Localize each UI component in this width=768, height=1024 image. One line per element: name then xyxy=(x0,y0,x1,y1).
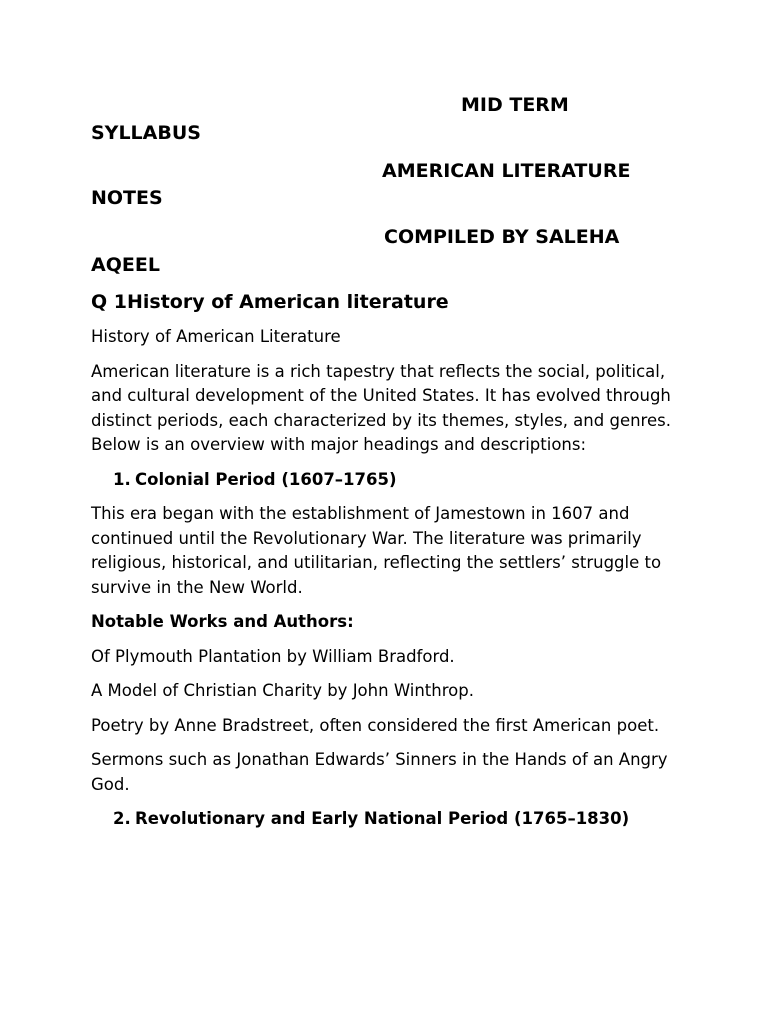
section-number: 1. xyxy=(113,469,131,489)
work-item: Of Plymouth Plantation by William Bradford. xyxy=(91,646,455,666)
question-heading: Q 1History of American literature xyxy=(91,291,449,313)
header-notes: NOTES xyxy=(91,187,163,209)
header-compiled-by: COMPILED BY SALEHA xyxy=(384,226,620,248)
work-item: A Model of Christian Charity by John Winthrop. xyxy=(91,681,474,700)
section-heading-revolutionary xyxy=(91,807,691,832)
work-item: Sermons such as Jonathan Edwards’ Sinners in the Hands of an Angry God. xyxy=(91,750,668,794)
section-title: Colonial Period (1607–1765) xyxy=(135,469,397,489)
question-subtitle: History of American Literature xyxy=(91,327,341,346)
section-title: Revolutionary and Early National Period (1765–1830) xyxy=(135,809,630,828)
header-syllabus: SYLLABUS xyxy=(91,122,201,144)
question-intro: American literature is a rich tapestry that reflects the social, political, and cultural development of the United States. It has evolved through distinct periods, each characterized by its themes, styles, and genres. Below is an overview with major headings and descriptions: xyxy=(91,361,671,454)
header-american-literature: AMERICAN LITERATURE xyxy=(382,160,631,182)
section-number: 2. xyxy=(113,809,131,828)
section-description: This era began with the establishment of Jamestown in 1607 and continued until the Revolutionary War. The literature was primarily religious, historical, and utilitarian, reflecting the settlers’ struggle to survive in the New World. xyxy=(91,504,662,597)
works-heading: Notable Works and Authors: xyxy=(91,612,354,631)
document-body xyxy=(91,289,691,842)
header-author-surname: AQEEL xyxy=(91,254,160,276)
work-item: Poetry by Anne Bradstreet, often considered the first American poet. xyxy=(91,715,660,735)
section-heading-colonial xyxy=(91,468,691,493)
header-mid-term: MID TERM xyxy=(461,94,569,116)
